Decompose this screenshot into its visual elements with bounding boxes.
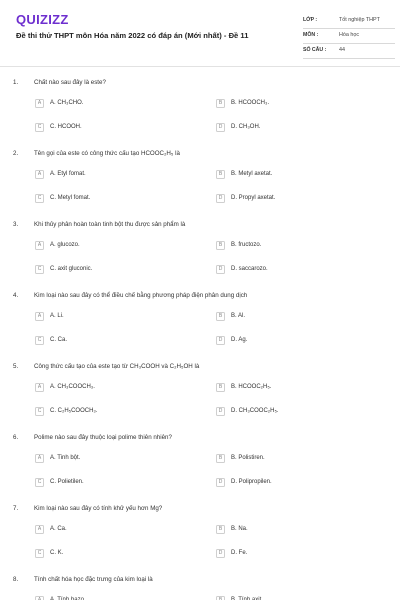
option-text: A. Etyl fomat. (50, 171, 86, 177)
option-letter-box: A (35, 170, 44, 179)
option-letter-box: B (216, 312, 225, 321)
option-letter-box: C (35, 265, 44, 274)
option-text: C. Ca. (50, 337, 68, 343)
option-letter-box: A (35, 241, 44, 250)
question-item (0, 79, 400, 150)
option-letter-box: D (216, 336, 225, 345)
option-text: B. HCOOC₂H₅. (231, 384, 272, 390)
question-text: Chất nào sau đây là este? (34, 79, 106, 86)
question-item (0, 434, 400, 505)
option-letter-box: C (35, 407, 44, 416)
option-text: D. saccarozo. (231, 266, 268, 272)
option-letter-box: B (216, 454, 225, 463)
worksheet-header (0, 0, 400, 64)
option-letter-box: B (216, 99, 225, 108)
question-item (0, 505, 400, 576)
option-text: C. Metyl fomat. (50, 195, 91, 201)
meta-table (303, 14, 395, 59)
option-letter-box: C (35, 123, 44, 132)
option-text: B. HCOOCH₃. (231, 100, 270, 106)
option-letter-box: D (216, 549, 225, 558)
option-text: C. axit gluconic. (50, 266, 93, 272)
option-text: B. Polistiren. (231, 455, 265, 461)
meta-row-subject (303, 29, 395, 44)
option-text: B. Metyl axetat. (231, 171, 273, 177)
option-text: D. CH₃COOC₂H₅. (231, 408, 279, 414)
option-letter-box: B (216, 596, 225, 600)
option-letter-box: A (35, 454, 44, 463)
option-letter-box: C (35, 549, 44, 558)
page-title: Đề thi thử THPT môn Hóa năm 2022 có đáp án (Mới nhất) - Đề 11 (16, 31, 249, 40)
question-text: Tính chất hóa học đặc trưng của kim loại là (34, 576, 153, 583)
option-letter-box: A (35, 99, 44, 108)
question-text: Tên gọi của este có công thức cấu tạo HCOOC₂H₅ là (34, 150, 180, 157)
option-text: D. Propyl axetat. (231, 195, 276, 201)
question-number: 2. (13, 150, 19, 157)
option-text: D. CH₃OH. (231, 124, 261, 130)
header-divider (0, 66, 400, 67)
option-text: C. K. (50, 550, 64, 556)
option-letter-box: D (216, 265, 225, 274)
question-text: Polime nào sau đây thuộc loại polime thiên nhiên? (34, 434, 172, 441)
option-text: A. Li. (50, 313, 64, 319)
option-letter-box: C (35, 478, 44, 487)
option-letter-box: C (35, 336, 44, 345)
question-list (0, 79, 400, 600)
question-item (0, 221, 400, 292)
meta-value: 44 (339, 47, 345, 53)
option-text: D. Polipropilen. (231, 479, 272, 485)
question-number: 3. (13, 221, 19, 228)
option-letter-box: B (216, 525, 225, 534)
question-text: Kim loại nào sau đây có thể điều chế bằng phương pháp điện phân dung dịch (34, 292, 248, 299)
option-letter-box: D (216, 194, 225, 203)
option-letter-box: A (35, 383, 44, 392)
option-text: A. CH₃COOCH₃. (50, 384, 95, 390)
meta-value: Hóa học (339, 32, 360, 38)
question-text: Công thức cấu tạo của este tạo từ CH₃COOH và C₂H₅OH là (34, 363, 200, 370)
option-text: C. Polietilen. (50, 479, 84, 485)
option-letter-box: D (216, 407, 225, 416)
question-number: 8. (13, 576, 19, 583)
question-number: 1. (13, 79, 19, 86)
question-number: 7. (13, 505, 19, 512)
option-text: D. Ag. (231, 337, 248, 343)
option-text: B. Al. (231, 313, 246, 319)
option-text: A. CH₃CHO. (50, 100, 84, 106)
meta-key: LỚP : (303, 17, 318, 23)
option-text: B. fructozo. (231, 242, 262, 248)
question-number: 6. (13, 434, 19, 441)
option-letter-box: A (35, 596, 44, 600)
question-number: 4. (13, 292, 19, 299)
option-text: A. Tinh bột. (50, 455, 81, 461)
quizizz-logo: QUIZIZZ (16, 12, 69, 27)
meta-key: MÔN : (303, 32, 319, 38)
option-text: A. Tính bazo. (50, 597, 86, 600)
question-item (0, 292, 400, 363)
meta-value: Tốt nghiệp THPT (339, 17, 380, 23)
option-text: C. C₂H₅COOCH₃. (50, 408, 98, 414)
option-text: D. Fe. (231, 550, 248, 556)
option-letter-box: D (216, 123, 225, 132)
question-item (0, 150, 400, 221)
meta-row-count (303, 44, 395, 59)
option-text: B. Na. (231, 526, 248, 532)
option-text: C. HCOOH. (50, 124, 82, 130)
option-text: A. Ca. (50, 526, 67, 532)
option-text: A. glucozo. (50, 242, 80, 248)
option-letter-box: A (35, 525, 44, 534)
question-text: Kim loại nào sau đây có tính khử yếu hơn Mg? (34, 505, 163, 512)
option-letter-box: C (35, 194, 44, 203)
option-text: B. Tính axit. (231, 597, 263, 600)
option-letter-box: D (216, 478, 225, 487)
question-item (0, 363, 400, 434)
question-item (0, 576, 400, 600)
option-letter-box: B (216, 383, 225, 392)
question-number: 5. (13, 363, 19, 370)
option-letter-box: B (216, 170, 225, 179)
option-letter-box: B (216, 241, 225, 250)
question-text: Khi thủy phân hoàn toàn tinh bột thu được sản phẩm là (34, 221, 186, 228)
option-letter-box: A (35, 312, 44, 321)
meta-row-class (303, 14, 395, 29)
meta-key: SỐ CÂU : (303, 47, 327, 53)
